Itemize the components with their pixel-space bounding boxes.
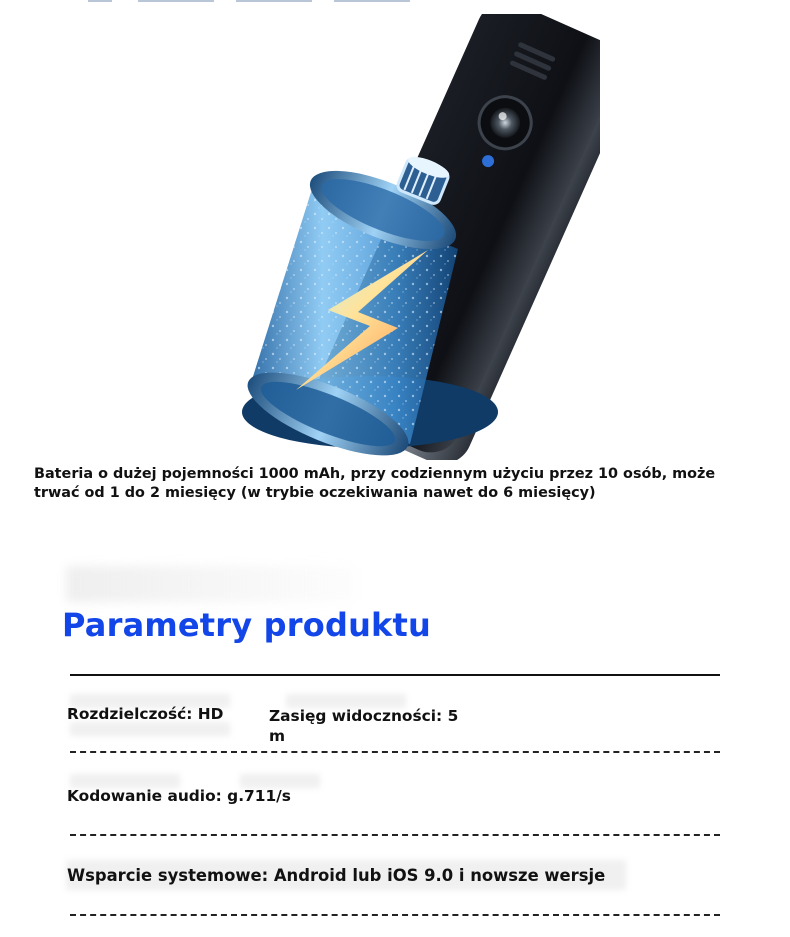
- spec-system: Wsparcie systemowe: Android lub iOS 9.0 i nowsze wersje: [67, 866, 606, 885]
- section-title: Parametry produktu: [62, 606, 432, 644]
- battery-caption: Bateria o dużej pojemności 1000 mAh, przy codziennym użyciu przez 10 osób, może trwać od 1 do 2 miesięcy (w trybie oczekiwania nawet do 6 miesięcy): [34, 466, 716, 501]
- ghost-text: [70, 722, 230, 736]
- title-underline: [70, 674, 720, 676]
- dashed-divider: [70, 914, 720, 916]
- spec-resolution: Rozdzielczość: HD: [67, 705, 224, 723]
- dashed-divider: [70, 834, 720, 836]
- spec-audio: Kodowanie audio: g.711/s: [67, 787, 291, 805]
- blurred-heading: [66, 566, 356, 602]
- spec-view-range: Zasięg widoczności: 5 m: [269, 707, 459, 745]
- top-tab-remnants: [88, 0, 418, 4]
- product-image: [200, 14, 600, 460]
- dashed-divider: [70, 751, 720, 753]
